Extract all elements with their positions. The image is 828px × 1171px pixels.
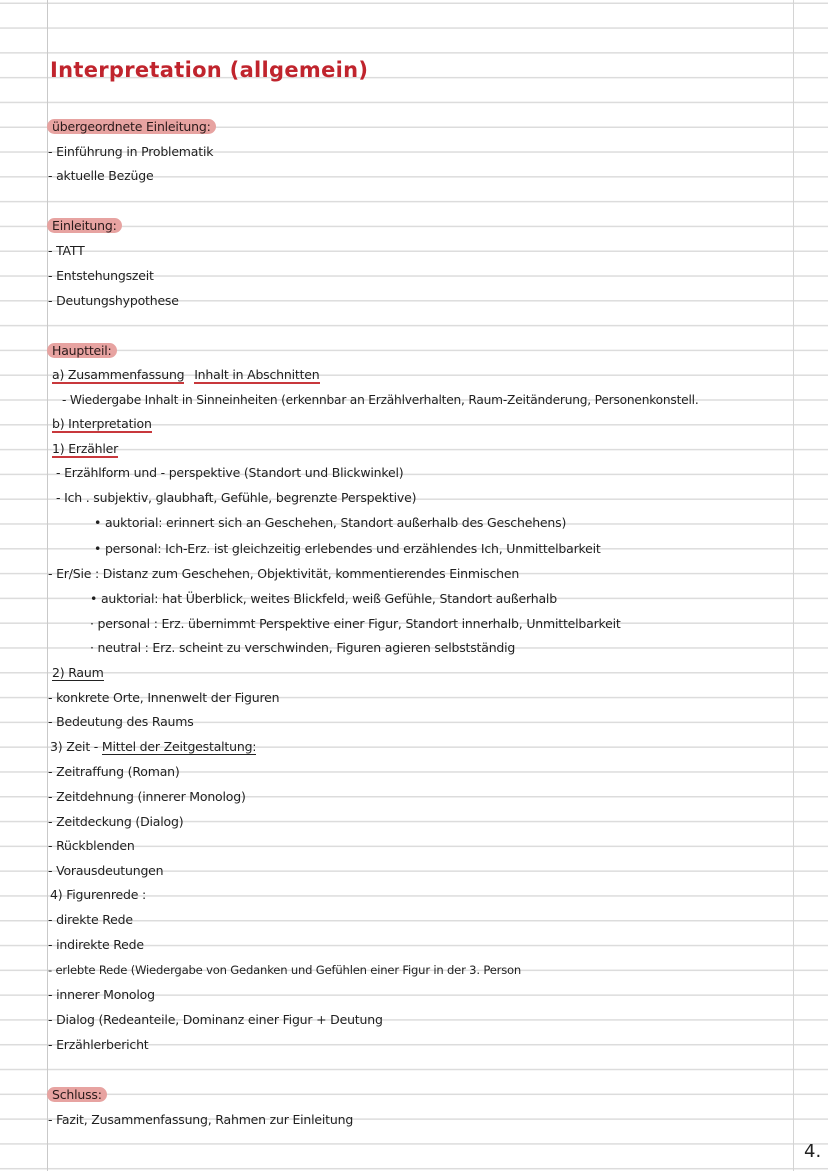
list-item: - Wiedergabe Inhalt in Sinneinheiten (erkennbar an Erzählverhalten, Raum-Zeitänderung, Personenkonstell. xyxy=(62,393,699,407)
list-item: - direkte Rede xyxy=(48,912,133,927)
list-item: - Fazit, Zusammenfassung, Rahmen zur Einleitung xyxy=(48,1112,354,1127)
list-item: - Vorausdeutungen xyxy=(48,863,164,878)
heading-highlight: Schluss: xyxy=(47,1087,107,1102)
section-heading-intro xyxy=(52,215,122,237)
list-item: - innerer Monolog xyxy=(48,987,155,1002)
subheading-interpretation xyxy=(52,413,152,435)
interpretation-label: b) Interpretation xyxy=(52,416,152,431)
summary-suffix: Inhalt in Abschnitten xyxy=(194,367,320,382)
subheading-speech: 4) Figurenrede : xyxy=(50,887,147,902)
list-item: - Zeitraffung (Roman) xyxy=(48,764,180,779)
list-item: - indirekte Rede xyxy=(48,937,144,952)
list-item: - Er/Sie : Distanz zum Geschehen, Objektivität, kommentierendes Einmischen xyxy=(48,566,520,581)
heading-highlight: übergeordnete Einleitung: xyxy=(47,119,216,134)
space-label: 2) Raum xyxy=(52,665,104,680)
list-item: - Dialog (Redeanteile, Dominanz einer Figur + Deutung xyxy=(48,1012,383,1027)
list-item: - Deutungshypothese xyxy=(48,293,179,308)
sub-list-item: · neutral : Erz. scheint zu verschwinden, Figuren agieren selbstständig xyxy=(90,640,516,655)
sub-list-item: • auktorial: hat Überblick, weites Blickfeld, weiß Gefühle, Standort außerhalb xyxy=(90,591,557,606)
page-title: Interpretation (allgemein) xyxy=(50,58,369,82)
time-label-underlined: Mittel der Zeitgestaltung: xyxy=(101,739,257,754)
sub-list-item: • personal: Ich-Erz. ist gleichzeitig erlebendes und erzählendes Ich, Unmittelbarkeit xyxy=(94,541,601,556)
list-item: - Entstehungszeit xyxy=(48,268,154,283)
list-item: - TATT xyxy=(48,243,85,258)
list-item: - Erzählform und - perspektive (Standort und Blickwinkel) xyxy=(56,465,404,480)
section-heading-main xyxy=(52,340,117,362)
page-number: 4. xyxy=(804,1141,822,1162)
heading-highlight: Einleitung: xyxy=(47,218,122,233)
subheading-summary xyxy=(52,364,320,386)
sub-list-item: • auktorial: erinnert sich an Geschehen, Standort außerhalb des Geschehens) xyxy=(94,515,567,530)
list-item: - konkrete Orte, Innenwelt der Figuren xyxy=(48,690,280,705)
summary-label: a) Zusammenfassung xyxy=(52,367,185,382)
sub-list-item: · personal : Erz. übernimmt Perspektive einer Figur, Standort innerhalb, Unmittelbarkeit xyxy=(90,616,621,631)
time-label-prefix: 3) Zeit - xyxy=(50,739,102,754)
list-item: - Erzählerbericht xyxy=(48,1037,149,1052)
list-item: - Einführung in Problematik xyxy=(48,144,214,159)
list-item: - Zeitdehnung (innerer Monolog) xyxy=(48,789,246,804)
list-item: - erlebte Rede (Wiedergabe von Gedanken und Gefühlen einer Figur in der 3. Person xyxy=(48,963,522,977)
subheading-space xyxy=(52,662,104,684)
list-item: - Rückblenden xyxy=(48,838,135,853)
list-item: - Bedeutung des Raums xyxy=(48,714,194,729)
subheading-time xyxy=(50,736,256,758)
subheading-narrator xyxy=(52,438,118,460)
narrator-label: 1) Erzähler xyxy=(52,441,119,456)
list-item: - aktuelle Bezüge xyxy=(48,168,154,183)
section-heading-conclusion xyxy=(52,1084,107,1106)
list-item: - Zeitdeckung (Dialog) xyxy=(48,814,184,829)
section-heading-overarching-intro xyxy=(52,116,216,138)
list-item: - Ich . subjektiv, glaubhaft, Gefühle, begrenzte Perspektive) xyxy=(56,490,417,505)
heading-highlight: Hauptteil: xyxy=(47,343,117,358)
